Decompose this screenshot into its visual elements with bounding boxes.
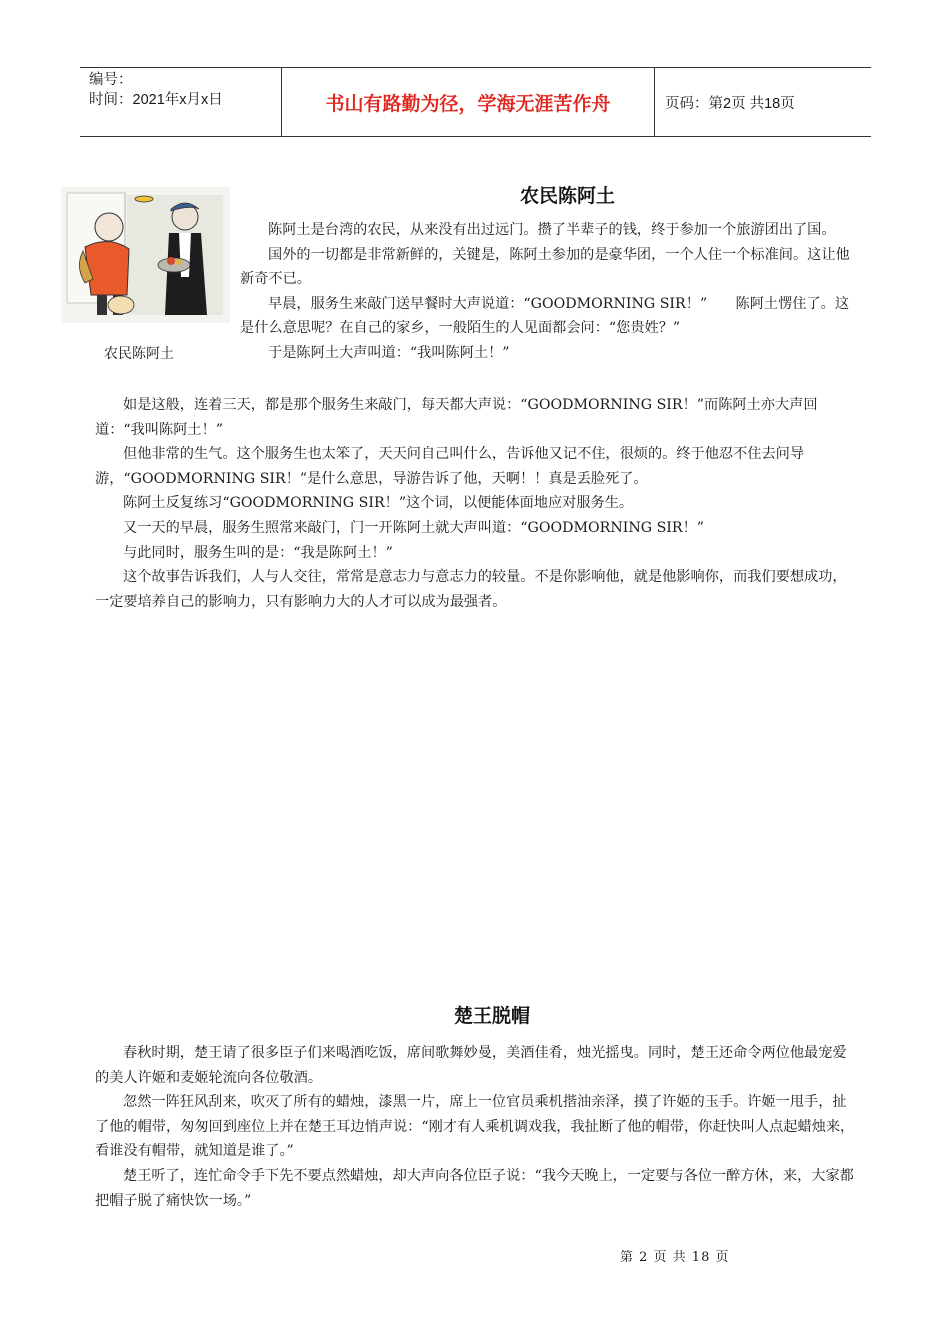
story-illustration (61, 187, 230, 323)
story2-body-text (95, 1041, 860, 1213)
story1-paragraph: 这个故事告诉我们，人与人交往，常常是意志力与意志力的较量。不是你影响他，就是他影响你，而我们要想成功，一定要培养自己的影响力，只有影响力大的人才可以成为最强者。 (95, 569, 847, 610)
story1-intro-text (240, 218, 860, 366)
document-time-label: 时间：2021年x月x日 (89, 92, 223, 108)
story1-paragraph: 如是这般，连着三天，都是那个服务生来敲门，每天都大声说：“GOODMORNING SIR！”而陈阿土亦大声回道：“我叫陈阿土！” (95, 397, 818, 438)
header-info-cell (80, 68, 282, 136)
document-number-label: 编号： (89, 72, 133, 88)
image-caption: 农民陈阿土 (104, 346, 174, 362)
story1-paragraph: 又一天的早晨，服务生照常来敲门，门一开陈阿土就大声叫道：“GOODMORNING SIR！” (123, 519, 705, 536)
story2-paragraph: 楚王听了，连忙命令手下先不要点然蜡烛，却大声向各位臣子说：“我今天晚上，一定要与各位一醉方休，来，大家都把帽子脱了痛快饮一场。” (95, 1167, 854, 1209)
page-footer: 第 2 页 共 18 页 (620, 1250, 730, 1265)
story2-paragraph: 春秋时期，楚王请了很多臣子们来喝酒吃饭，席间歌舞妙曼，美酒佳肴，烛光摇曳。同时，楚王还命令两位他最宠爱的美人许姬和麦姬轮流向各位敬酒。 (95, 1045, 847, 1086)
header-page-number: 页码：第2页 共18页 (665, 95, 795, 112)
story1-paragraph: 陈阿土是台湾的农民，从来没有出过远门。攒了半辈子的钱，终于参加一个旅游团出了国。 (268, 222, 836, 238)
header-motto: 书山有路勤为径，学海无涯苦作舟 (282, 68, 655, 136)
story2-title: 楚王脱帽 (454, 1005, 531, 1027)
page-header (80, 67, 871, 137)
story1-paragraph: 但他非常的生气。这个服务生也太笨了，天天问自己叫什么，告诉他又记不住，很烦的。终于他忍不住去问导游，“GOODMORNING SIR！”是什么意思，导游告诉了他，天啊！！真是丢脸死了。 (95, 446, 805, 487)
story1-paragraph: 陈阿土反复练习“GOODMORNING SIR！”这个词，以便能体面地应对服务生。 (123, 495, 634, 512)
story1-paragraph: 早晨，服务生来敲门送早餐时大声说道：“GOODMORNING SIR！” 陈阿土愣住了。这是什么意思呢？在自己的家乡，一般陌生的人见面都会问：“您贵姓？” (240, 295, 850, 337)
story1-paragraph: 于是陈阿土大声叫道：“我叫陈阿土！” (268, 344, 510, 361)
story1-paragraph: 国外的一切都是非常新鲜的，关键是，陈阿土参加的是豪华团，一个人住一个标准间。这让他新奇不已。 (240, 246, 850, 288)
story1-title: 农民陈阿土 (520, 185, 616, 207)
story1-body-text (95, 393, 860, 614)
story2-paragraph: 忽然一阵狂风刮来，吹灭了所有的蜡烛，漆黑一片，席上一位官员乘机揩油亲泽，摸了许姬的玉手。许姬一甩手，扯了他的帽带，匆匆回到座位上并在楚王耳边悄声说：“刚才有人乘机调戏我，我扯断了他的帽带，你赶快叫人点起蜡烛来，看谁没有帽带，就知道是谁了。” (95, 1094, 855, 1160)
story1-paragraph: 与此同时，服务生叫的是：“我是陈阿土！” (123, 544, 393, 561)
farmer-waiter-illustration (61, 187, 230, 323)
